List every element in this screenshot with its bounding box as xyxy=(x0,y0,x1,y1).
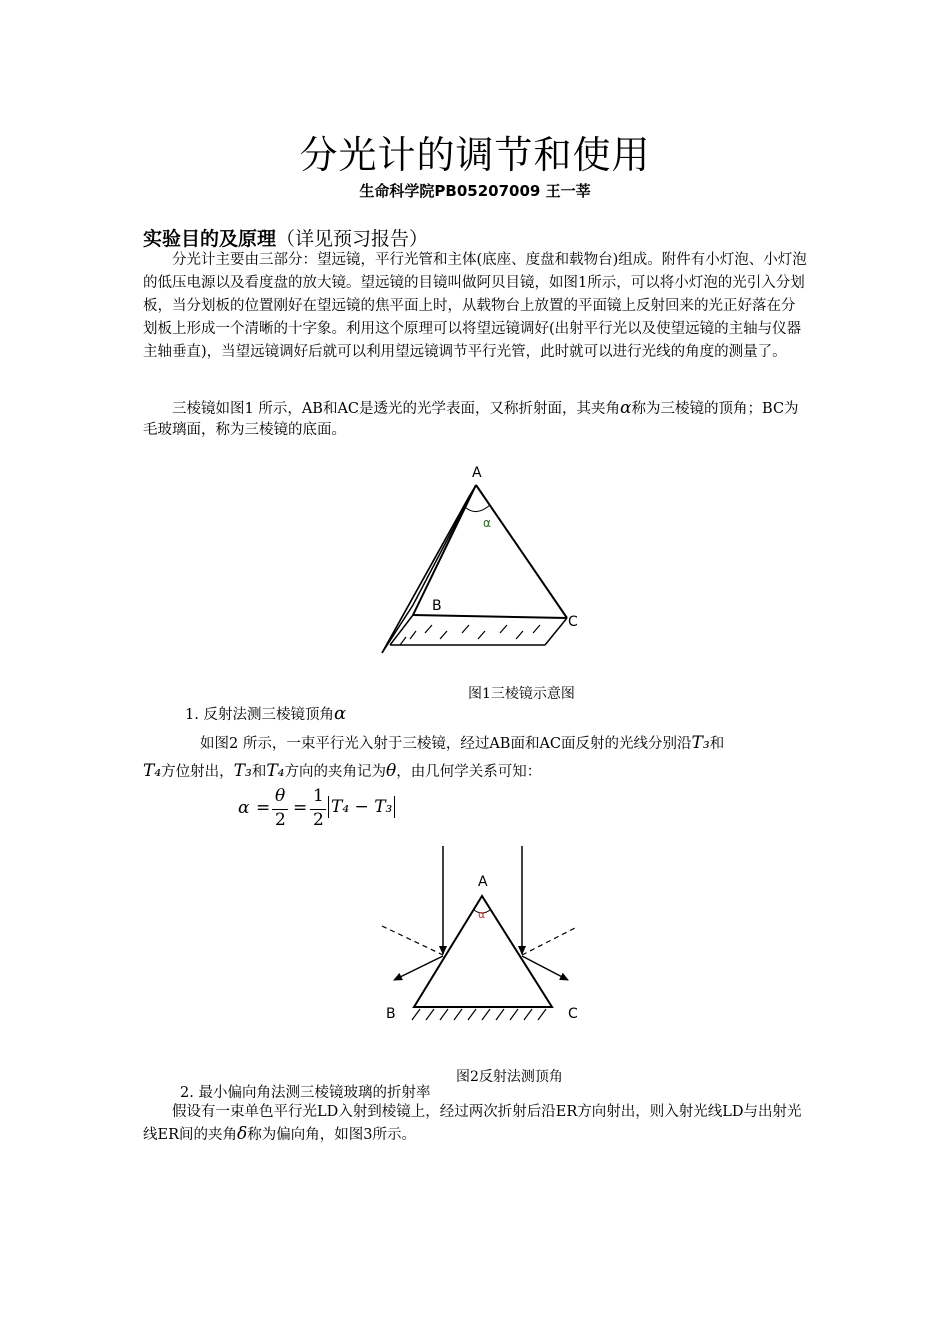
figure2-label-a: A xyxy=(478,874,488,890)
base-hatching xyxy=(412,1009,546,1020)
figure2-label-alpha: α xyxy=(478,908,486,921)
page-title: 分光计的调节和使用 xyxy=(299,133,651,177)
deviation-text-a: 假设有一束单色平行光LD入射到棱镜上，经过两次折射后沿ER方向射出，则入射光线LD与出射光线ER间的夹角 xyxy=(143,1104,802,1143)
t4-symbol: T₄ xyxy=(143,761,162,781)
reflection-text-a: 如图2 所示，一束平行光入射于三棱镜，经过AB面和AC面反射的光线分别沿 xyxy=(200,736,692,752)
paragraph-reflection-line1 xyxy=(200,732,724,755)
t4-symbol: T₄ xyxy=(266,761,285,781)
ground-glass-hatching xyxy=(400,625,540,645)
delta-symbol: δ xyxy=(237,1124,248,1144)
section-heading-note: （详见预习报告） xyxy=(276,228,429,250)
figure1-label-b: B xyxy=(432,598,442,614)
apex-angle-arc xyxy=(465,505,490,512)
figure1-label-c: C xyxy=(568,614,578,630)
formula-theta: θ xyxy=(275,786,286,806)
prism-edge-ab xyxy=(413,485,476,615)
theta-symbol: θ xyxy=(385,761,397,781)
paragraph-prism-text-b: 称为三棱镜的顶角；BC为毛玻璃面，称为三棱镜的底面。 xyxy=(143,401,799,438)
alpha-symbol: α xyxy=(333,703,347,724)
item1-title-text: 1. 反射法测三棱镜顶角 xyxy=(185,707,334,723)
reflection-text-f: ，由几何学关系可知： xyxy=(396,764,542,780)
alpha-symbol: α xyxy=(620,398,632,418)
prism-back-edge xyxy=(382,495,470,653)
t3-symbol: T₃ xyxy=(233,761,252,781)
formula-abs-expression: T₄ − T₃ xyxy=(328,796,395,818)
reflection-text-d: 和 xyxy=(251,764,267,780)
figure2-label-b: B xyxy=(386,1006,396,1022)
figure2-label-c: C xyxy=(568,1006,578,1022)
formula-den-1: 2 xyxy=(275,810,286,830)
paragraph-prism-description xyxy=(143,398,808,441)
section-heading xyxy=(143,224,428,251)
reflected-ray-left xyxy=(394,956,443,980)
formula-alpha: α xyxy=(238,798,250,818)
figure1-label-a: A xyxy=(472,465,482,481)
paragraph-deviation xyxy=(143,1101,808,1146)
t3-symbol: T₃ xyxy=(691,733,710,753)
formula-num-2: 1 xyxy=(313,786,324,806)
normal-line-left xyxy=(382,926,443,955)
figure1-prism-diagram xyxy=(370,455,610,660)
section-heading-main: 实验目的及原理 xyxy=(143,228,277,250)
figure1-caption: 图1三棱镜示意图 xyxy=(468,686,575,702)
reflection-text-c: 方位射出， xyxy=(161,764,234,780)
formula-den-2: 2 xyxy=(313,810,324,830)
figure2-reflection-diagram xyxy=(370,840,600,1030)
figure1-label-alpha: α xyxy=(483,516,491,530)
figure2-caption: 图2反射法测顶角 xyxy=(456,1069,563,1085)
author-line: 生命科学院PB05207009 王一莘 xyxy=(359,182,591,200)
formula-equals-2: = xyxy=(293,798,308,818)
formula-equals-1: = xyxy=(256,798,271,818)
deviation-text-b: 称为偏向角，如图3所示。 xyxy=(247,1127,416,1143)
reflection-text-b: 和 xyxy=(709,736,725,752)
item2-title: 2. 最小偏向角法测三棱镜玻璃的折射率 xyxy=(180,1085,431,1101)
paragraph-prism-text-a: 三棱镜如图1 所示，AB和AC是透光的光学表面，又称折射面，其夹角 xyxy=(172,401,621,417)
paragraph-reflection-line2 xyxy=(143,760,541,783)
reflection-text-e: 方向的夹角记为 xyxy=(284,764,386,780)
paragraph-spectrometer-intro: 分光计主要由三部分：望远镜，平行光管和主体(底座、度盘和载物台)组成。附件有小灯泡、小灯泡的低压电源以及看度盘的放大镜。望远镜的目镜叫做阿贝目镜，如图1所示，可以将小灯泡的光引入分划板，当分划板的位置刚好在望远镜的焦平面上时，从载物台上放置的平面镜上反射回来的光正好落在分划板上形成一个清晰的十字象。利用这个原理可以将望远镜调好(出射平行光以及使望远镜的主轴与仪器主轴垂直)，当望远镜调好后就可以利用望远镜调节平行光管，此时就可以进行光线的角度的测量了。 xyxy=(143,252,807,360)
item1-title xyxy=(185,703,346,726)
normal-line-right xyxy=(522,928,575,955)
prism-edge-bc xyxy=(413,615,567,618)
prism-base-right xyxy=(545,618,567,645)
reflected-ray-right xyxy=(522,956,568,980)
